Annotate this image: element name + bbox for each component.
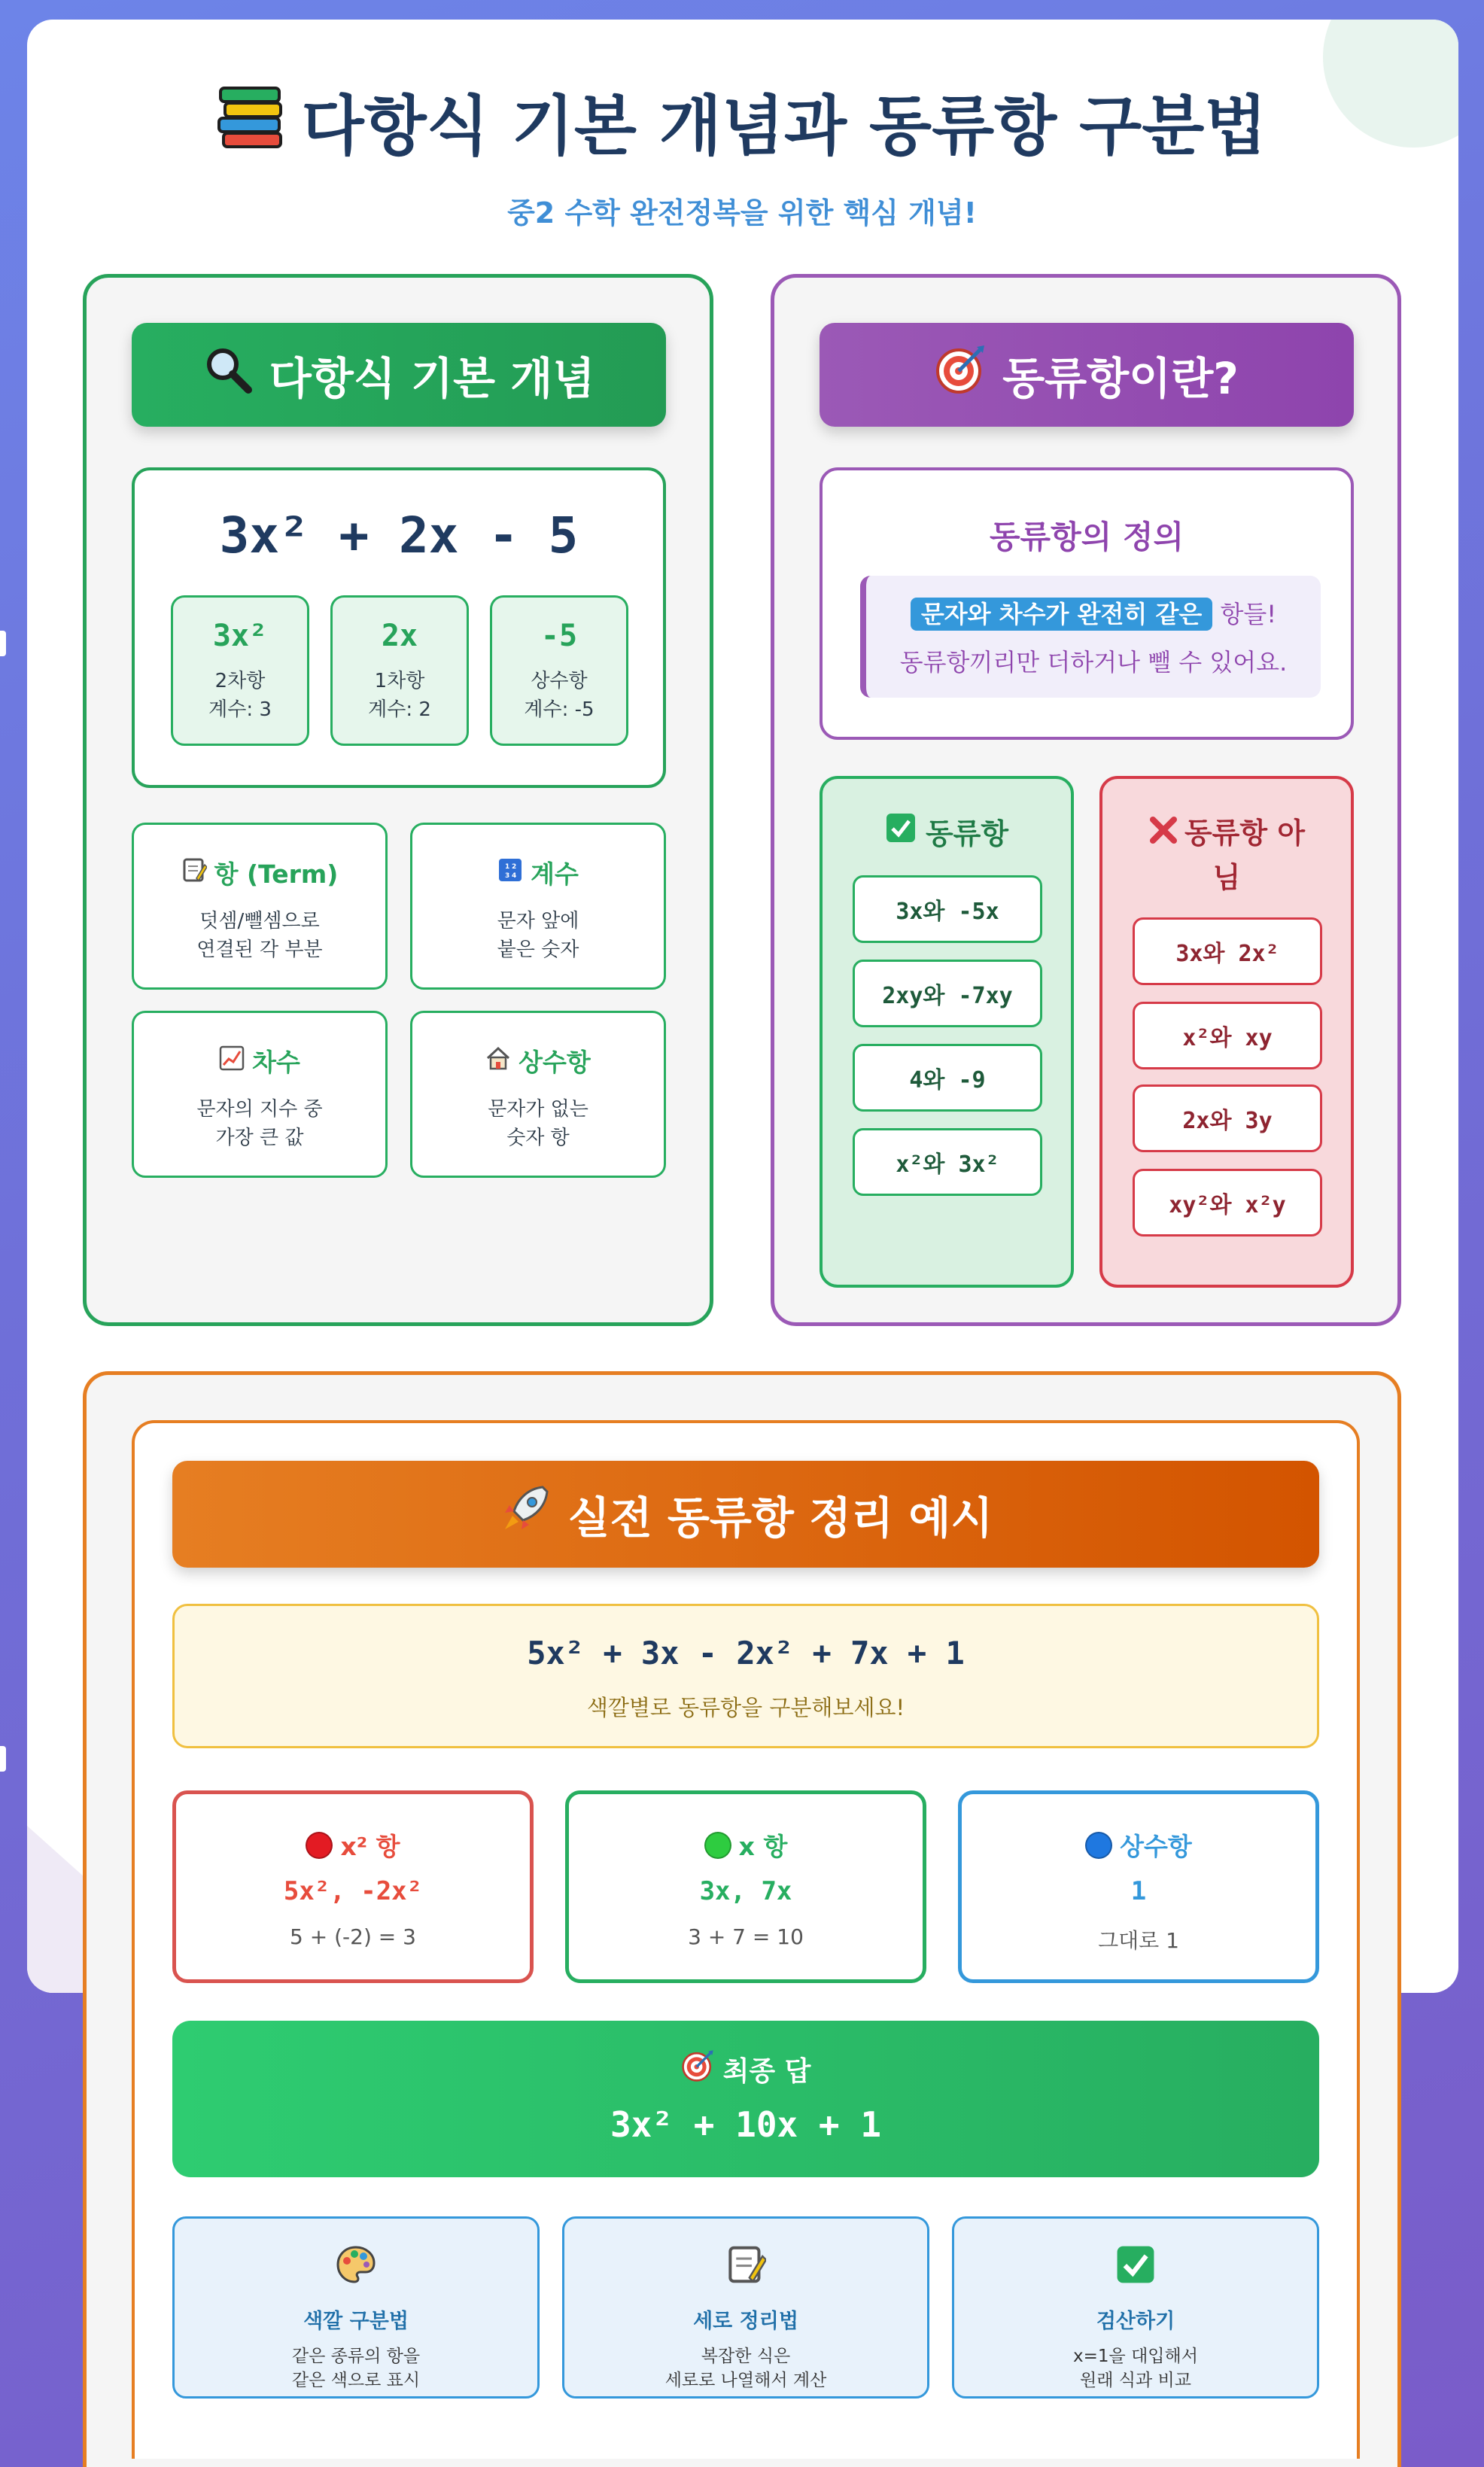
like-terms-header: [820, 323, 1354, 427]
palette-icon: [336, 2244, 376, 2288]
page-title-text: 다항식 기본 개념과 동류항 구분법: [301, 89, 1267, 164]
rocket-icon: [499, 1483, 552, 1546]
concept-desc-line: 문자가 없는: [488, 1098, 588, 1121]
group-title: x 항: [738, 1832, 788, 1861]
tip-title: 검산하기: [1096, 2310, 1175, 2333]
group-terms: 1: [1130, 1876, 1147, 1906]
memo-icon: [725, 2244, 766, 2288]
green-circle-icon: [704, 1832, 731, 1859]
house-icon: [485, 1045, 511, 1077]
unlike-terms-title-line2: 님: [1212, 860, 1241, 894]
group-card-x: [565, 1790, 926, 1983]
definition-highlight: 문자와 차수가 완전히 같은: [911, 598, 1212, 631]
red-circle-icon: [306, 1832, 333, 1859]
definition-box: [820, 467, 1354, 740]
concept-desc-line: 숫자 항: [506, 1127, 570, 1149]
svg-text:3: 3: [505, 872, 510, 880]
group-calculation: 3 + 7 = 10: [688, 1924, 804, 1949]
concept-card-constant: [410, 1011, 666, 1178]
concept-card-coefficient: [410, 823, 666, 990]
like-term-pair: x²와 3x²: [853, 1128, 1042, 1196]
concept-title: 차수: [252, 1048, 300, 1077]
target-icon: [935, 344, 986, 406]
concept-desc-line: 문자의 지수 중: [196, 1098, 323, 1121]
term-value: -5: [540, 619, 578, 653]
tip-desc-line: x=1을 대입해서: [1073, 2347, 1198, 2366]
unlike-term-pair: 3x와 2x²: [1133, 917, 1322, 985]
definition-quote: [860, 576, 1321, 698]
edge-marker: [0, 631, 6, 656]
cross-icon: [1148, 814, 1178, 856]
tip-title: 색깔 구분법: [303, 2310, 409, 2333]
unlike-term-pair: xy²와 x²y: [1133, 1169, 1322, 1237]
term-coefficient: 계수: 2: [368, 698, 431, 721]
practice-expression-box: [172, 1604, 1319, 1748]
concept-title: 상수항: [518, 1048, 591, 1077]
unlike-terms-column: [1099, 776, 1354, 1288]
final-answer-box: [172, 2021, 1319, 2177]
tip-desc-line: 같은 색으로 표시: [291, 2371, 421, 2390]
concept-desc-line: 가장 큰 값: [215, 1127, 304, 1149]
definition-line2: 동류항끼리만 더하거나 뺄 수 있어요.: [899, 648, 1288, 677]
concept-title: 항 (Term): [214, 859, 339, 889]
magnifier-icon: [203, 345, 253, 405]
concept-desc-line: 문자 앞에: [497, 910, 579, 932]
group-card-constant: [958, 1790, 1319, 1983]
tip-card-color: [172, 2216, 540, 2399]
unlike-term-pair: 2x와 3y: [1133, 1084, 1322, 1152]
term-card: [171, 595, 309, 746]
group-terms: 5x², -2x²: [283, 1876, 423, 1906]
term-degree: 상수항: [531, 670, 588, 692]
term-degree: 1차항: [374, 670, 425, 692]
term-card: [490, 595, 628, 746]
check-icon: [885, 812, 917, 855]
books-icon: [217, 85, 284, 164]
concept-card-term: [132, 823, 388, 990]
term-value: 2x: [381, 619, 418, 653]
group-calculation: 5 + (-2) = 3: [290, 1924, 416, 1949]
basic-concepts-header: [132, 323, 666, 427]
practice-expression: 5x² + 3x - 2x² + 7x + 1: [527, 1635, 965, 1672]
concept-desc-line: 붙은 숫자: [497, 938, 579, 961]
like-terms-column: [820, 776, 1074, 1288]
memo-icon: [181, 857, 207, 889]
svg-text:2: 2: [512, 862, 517, 871]
like-terms-title: 동류항이란?: [1002, 353, 1239, 404]
practice-title: 실전 동류항 정리 예시: [567, 1492, 993, 1544]
term-value: 3x²: [212, 619, 268, 653]
group-title: x² 항: [340, 1832, 400, 1861]
concept-desc-line: 연결된 각 부분: [196, 938, 323, 961]
check-icon: [1115, 2244, 1156, 2288]
concept-card-degree: [132, 1011, 388, 1178]
tip-desc-line: 복잡한 식은: [701, 2347, 791, 2366]
term-coefficient: 계수: 3: [208, 698, 272, 721]
polynomial-expression: 3x² + 2x - 5: [219, 506, 579, 564]
concept-desc-line: 덧셈/뺄셈으로: [199, 910, 320, 932]
definition-title: 동류항의 정의: [989, 519, 1184, 555]
group-title: 상수항: [1120, 1832, 1192, 1861]
target-icon: [681, 2049, 714, 2089]
polynomial-example-box: [132, 467, 666, 788]
page-title: [0, 74, 1484, 170]
term-coefficient: 계수: -5: [524, 698, 595, 721]
tip-title: 세로 정리법: [693, 2310, 798, 2333]
like-term-pair: 4와 -9: [853, 1044, 1042, 1112]
final-answer-value: 3x² + 10x + 1: [610, 2104, 882, 2145]
basic-concepts-panel: [83, 274, 713, 1326]
chart-icon: [219, 1045, 245, 1077]
svg-text:4: 4: [512, 872, 517, 880]
like-term-pair: 2xy와 -7xy: [853, 960, 1042, 1027]
practice-inner-box: [132, 1420, 1360, 2459]
like-term-pair: 3x와 -5x: [853, 875, 1042, 943]
practice-panel: [83, 1371, 1401, 2467]
term-degree: 2차항: [214, 670, 266, 692]
group-card-x-squared: [172, 1790, 534, 1983]
tip-desc-line: 같은 종류의 항을: [291, 2347, 421, 2366]
page-subtitle: 중2 수학 완전정복을 위한 핵심 개념!: [507, 196, 977, 230]
blue-circle-icon: [1085, 1832, 1112, 1859]
group-calculation: 그대로 1: [1098, 1928, 1179, 1953]
group-terms: 3x, 7x: [699, 1876, 792, 1906]
concept-title: 계수: [531, 859, 579, 889]
svg-text:1: 1: [505, 862, 510, 871]
like-terms-panel: [771, 274, 1401, 1326]
term-card: [330, 595, 469, 746]
definition-suffix: 항들!: [1220, 600, 1277, 628]
practice-header: [172, 1461, 1319, 1568]
like-terms-column-title: 동류항: [925, 817, 1009, 850]
tip-desc-line: 세로로 나열해서 계산: [664, 2371, 827, 2390]
tip-desc-line: 원래 식과 비교: [1080, 2371, 1191, 2390]
unlike-terms-title-line1: 동류항 아: [1184, 817, 1306, 850]
basic-concepts-title: 다항식 기본 개념: [269, 353, 595, 404]
numbers-icon: [497, 857, 523, 889]
final-answer-title: 최종 답: [722, 2056, 811, 2087]
practice-hint: 색깔별로 동류항을 구분해보세요!: [586, 1695, 905, 1720]
unlike-term-pair: x²와 xy: [1133, 1002, 1322, 1069]
tip-card-vertical: [562, 2216, 929, 2399]
edge-marker: [0, 1746, 6, 1772]
tip-card-verify: [952, 2216, 1319, 2399]
